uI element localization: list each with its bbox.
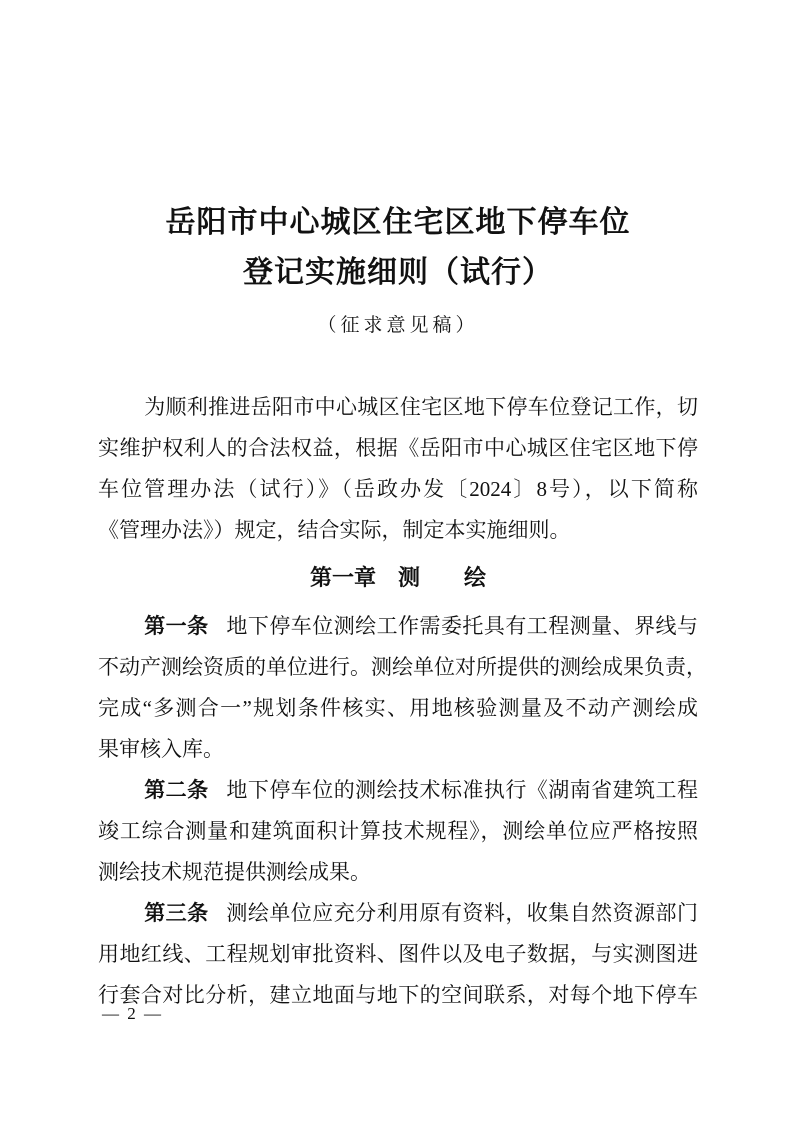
text-line: 实维护权利人的合法权益，根据《岳阳市中心城区住宅区地下停 bbox=[98, 436, 698, 460]
document-content bbox=[98, 0, 707, 1016]
article-2 bbox=[98, 770, 698, 893]
text-line: 《管理办法》）规定，结合实际，制定本实施细则。 bbox=[98, 518, 571, 542]
title-line-2: 登记实施细则（试行） bbox=[243, 256, 553, 289]
text-line: 为顺利推进岳阳市中心城区住宅区地下停车位登记工作，切 bbox=[144, 395, 698, 419]
article-1-first-text: 地下停车位测绘工作需委托具有工程测量、界线与 bbox=[226, 614, 699, 638]
article-3-label: 第三条 bbox=[144, 902, 209, 925]
title-line-1: 岳阳市中心城区住宅区地下停车位 bbox=[165, 206, 631, 239]
text-line bbox=[98, 893, 698, 934]
text-line: 竣工综合测量和建筑面积计算技术规程》，测绘单位应严格按照 bbox=[98, 819, 698, 843]
chapter-heading: 第一章 测 绘 bbox=[309, 565, 486, 590]
text-line: 完成“多测合一”规划条件核实、用地核验测量及不动产测绘成 bbox=[98, 696, 698, 720]
text-line: 测绘技术规范提供测绘成果。 bbox=[98, 860, 371, 884]
article-1 bbox=[98, 606, 707, 770]
text-line: 行套合对比分析，建立地面与地下的空间联系，对每个地下停车 bbox=[98, 983, 698, 1007]
draft-note: （征求意见稿） bbox=[317, 315, 479, 336]
article-1-label: 第一条 bbox=[144, 615, 209, 638]
text-line: 果审核入库。 bbox=[98, 737, 224, 761]
article-3-first-text: 测绘单位应充分利用原有资料，收集自然资源部门 bbox=[226, 901, 699, 925]
document-title bbox=[98, 198, 698, 298]
text-line bbox=[98, 606, 698, 647]
text-line: 用地红线、工程规划审批资料、图件以及电子数据，与实测图进 bbox=[98, 942, 698, 966]
intro-paragraph bbox=[98, 387, 698, 551]
text-line bbox=[98, 770, 698, 811]
page-number: — 2 — bbox=[102, 1004, 163, 1023]
document-body bbox=[98, 387, 707, 1016]
article-2-label: 第二条 bbox=[144, 779, 209, 802]
article-3 bbox=[98, 893, 698, 1016]
text-line: 车位管理办法（试行）》（岳政办发〔2024〕8号），以下简称 bbox=[98, 477, 698, 501]
text-line: 不动产测绘资质的单位进行。测绘单位对所提供的测绘成果负责， bbox=[98, 655, 707, 679]
article-2-first-text: 地下停车位的测绘技术标准执行《湖南省建筑工程 bbox=[226, 778, 699, 802]
